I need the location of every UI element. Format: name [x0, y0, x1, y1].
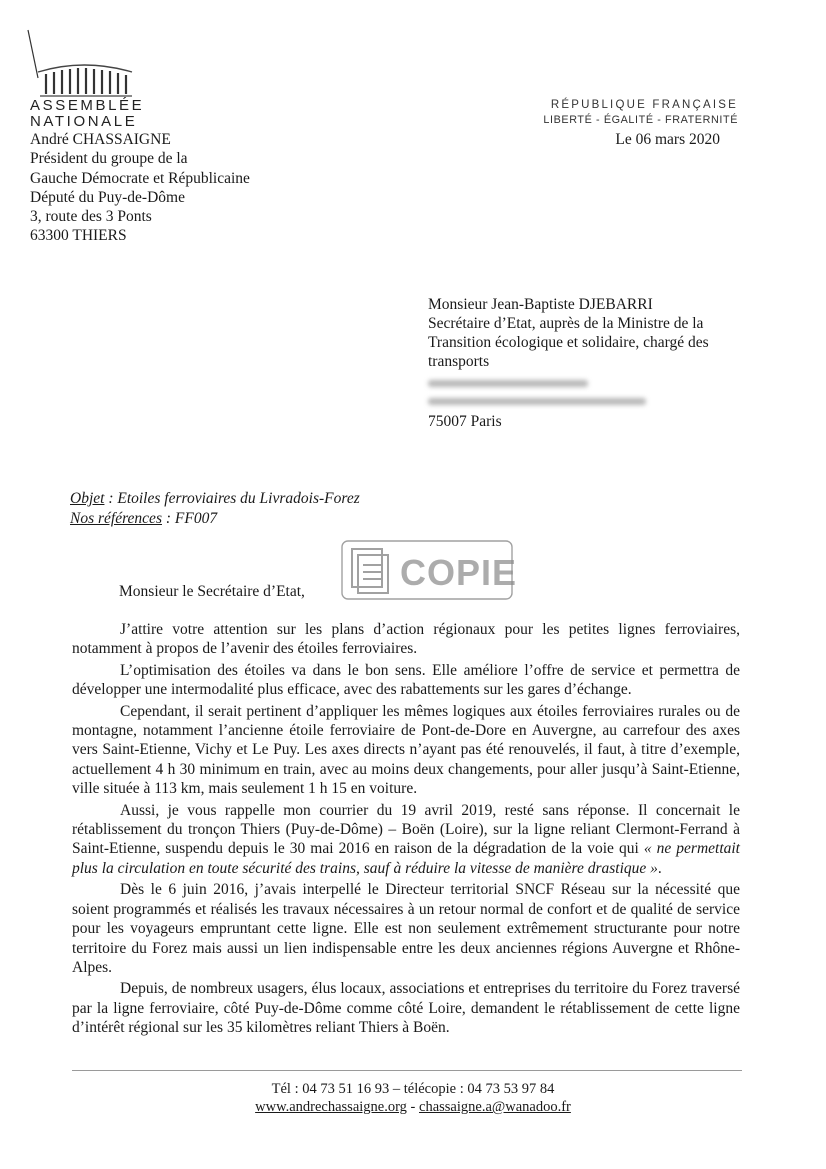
recipient-city: 75007 Paris [428, 413, 502, 430]
assemblee-nationale-logo [24, 28, 136, 108]
body-paragraph: Depuis, de nombreux usagers, élus locaux, associations et entreprises du territoire du Forez traversé par la ligne ferroviaire, côté Puy-de-Dôme comme côté Loire, demandent le rétablissement de cette ligne d’intérêt régional sur les 35 kilomètres reliant Thiers à Boën. [72, 980, 740, 1037]
recipient-block [428, 295, 758, 431]
institution-name-line1: ASSEMBLÉE [30, 97, 145, 114]
republic-name: RÉPUBLIQUE FRANÇAISE [550, 99, 738, 111]
copie-stamp [338, 537, 518, 603]
recipient-title-line: Transition écologique et solidaire, chargé des [428, 334, 709, 351]
objet-line [70, 489, 360, 509]
sender-title-line: Président du groupe de la [30, 150, 188, 168]
objet-value: : Etoiles ferroviaires du Livradois-Forez [104, 490, 360, 507]
objet-label: Objet [70, 490, 105, 507]
letter-date: Le 06 mars 2020 [615, 131, 720, 148]
footer-phone-line: Tél : 04 73 51 16 93 – télécopie : 04 73 53 97 84 [271, 1081, 555, 1097]
references-value: : FF007 [161, 510, 218, 527]
body-text-span: Aussi, je vous rappelle mon courrier du 19 avril 2019, resté sans réponse. Il concernait le rétablissement du tronçon Thiers (Puy-de-Dôme) – Boën (Loire), sur la ligne reliant Clermont-Ferrand à Saint-Etienne, suspendu depuis le 30 mai 2016 en raison de la dégradation de la voie qui [72, 801, 740, 858]
recipient-title-line: transports [428, 353, 490, 370]
recipient-name: Monsieur Jean-Baptiste DJEBARRI [428, 296, 653, 313]
body-text-span: . [657, 859, 662, 877]
sender-city: 63300 THIERS [30, 227, 127, 245]
website-link[interactable]: www.andrechassaigne.org [255, 1099, 407, 1115]
body-paragraph: J’attire votre attention sur les plans d’action régionaux pour les petites lignes ferroviaires, notamment à propos de l’avenir des étoiles ferroviaires. [72, 621, 740, 658]
footer-divider [72, 1070, 742, 1071]
sender-name: André CHASSAIGNE [30, 131, 171, 148]
body-paragraph: Cependant, il serait pertinent d’appliquer les mêmes logiques aux étoiles ferroviaires rurales ou de montagne, notamment l’ancienne étoile ferroviaire de Pont-de-Dore en Auvergne, au carrefour des axes vers Saint-Etienne, Vichy et Le Puy. Les axes directs n’ayant pas été renouvelés, il faut, à titre d’exemple, actuellement 4 h 30 minimum en train, avec au moins deux changements, pour aller jusqu’à Saint-Etienne, ville située à 113 km, mais seulement 1 h 15 en voiture. [72, 702, 740, 798]
institution-name-line2: NATIONALE [30, 113, 138, 130]
footer-contact-line [0, 1098, 826, 1116]
sender-block [30, 98, 330, 246]
sender-street: 3, route des 3 Ponts [30, 208, 152, 226]
footer [0, 1080, 826, 1116]
quoted-text: « ne permettait plus la circulation en toute sécurité des trains, sauf à réduire la vitesse de manière drastique » [72, 840, 740, 877]
recipient-title-line: Secrétaire d’Etat, auprès de la Ministre de la [428, 315, 704, 332]
body-paragraph: Dès le 6 juin 2016, j’avais interpellé le Directeur territorial SNCF Réseau sur la nécessité que soient programmés et réalisés les travaux nécessaires à un retour normal de confort et de qualité de service pour les voyageurs empruntant cette ligne. Elle est non seulement extrêmement structurante pour notre territoire du Forez mais aussi un lien indispensable entre les deux anciennes régions Auvergne et Rhône-Alpes. [72, 881, 740, 976]
republic-motto: LIBERTÉ - ÉGALITÉ - FRATERNITÉ [543, 114, 738, 126]
reference-block [70, 489, 360, 529]
references-label: Nos références [70, 510, 162, 527]
sender-mandate-line: Député du Puy-de-Dôme [30, 188, 185, 206]
redacted-address-line [428, 380, 588, 387]
body-paragraph: L’optimisation des étoiles va dans le bon sens. Elle améliore l’offre de service et permettra de développer une intermodalité plus efficace, avec des rabattements sur les gares d’échange. [72, 661, 740, 699]
stamp-text: COPIE [400, 552, 518, 593]
sender-group-line: Gauche Démocrate et Républicaine [30, 169, 250, 187]
redacted-address-line [428, 398, 646, 405]
body-paragraph [72, 801, 740, 879]
references-line [70, 509, 360, 529]
salutation: Monsieur le Secrétaire d’Etat, [119, 583, 305, 600]
letter-body [72, 620, 740, 1040]
copy-stamp-icon [338, 537, 518, 603]
hemicycle-icon [24, 28, 136, 108]
republic-header [543, 97, 738, 128]
email-link[interactable]: chassaigne.a@wanadoo.fr [419, 1099, 571, 1115]
footer-separator: - [406, 1099, 420, 1115]
